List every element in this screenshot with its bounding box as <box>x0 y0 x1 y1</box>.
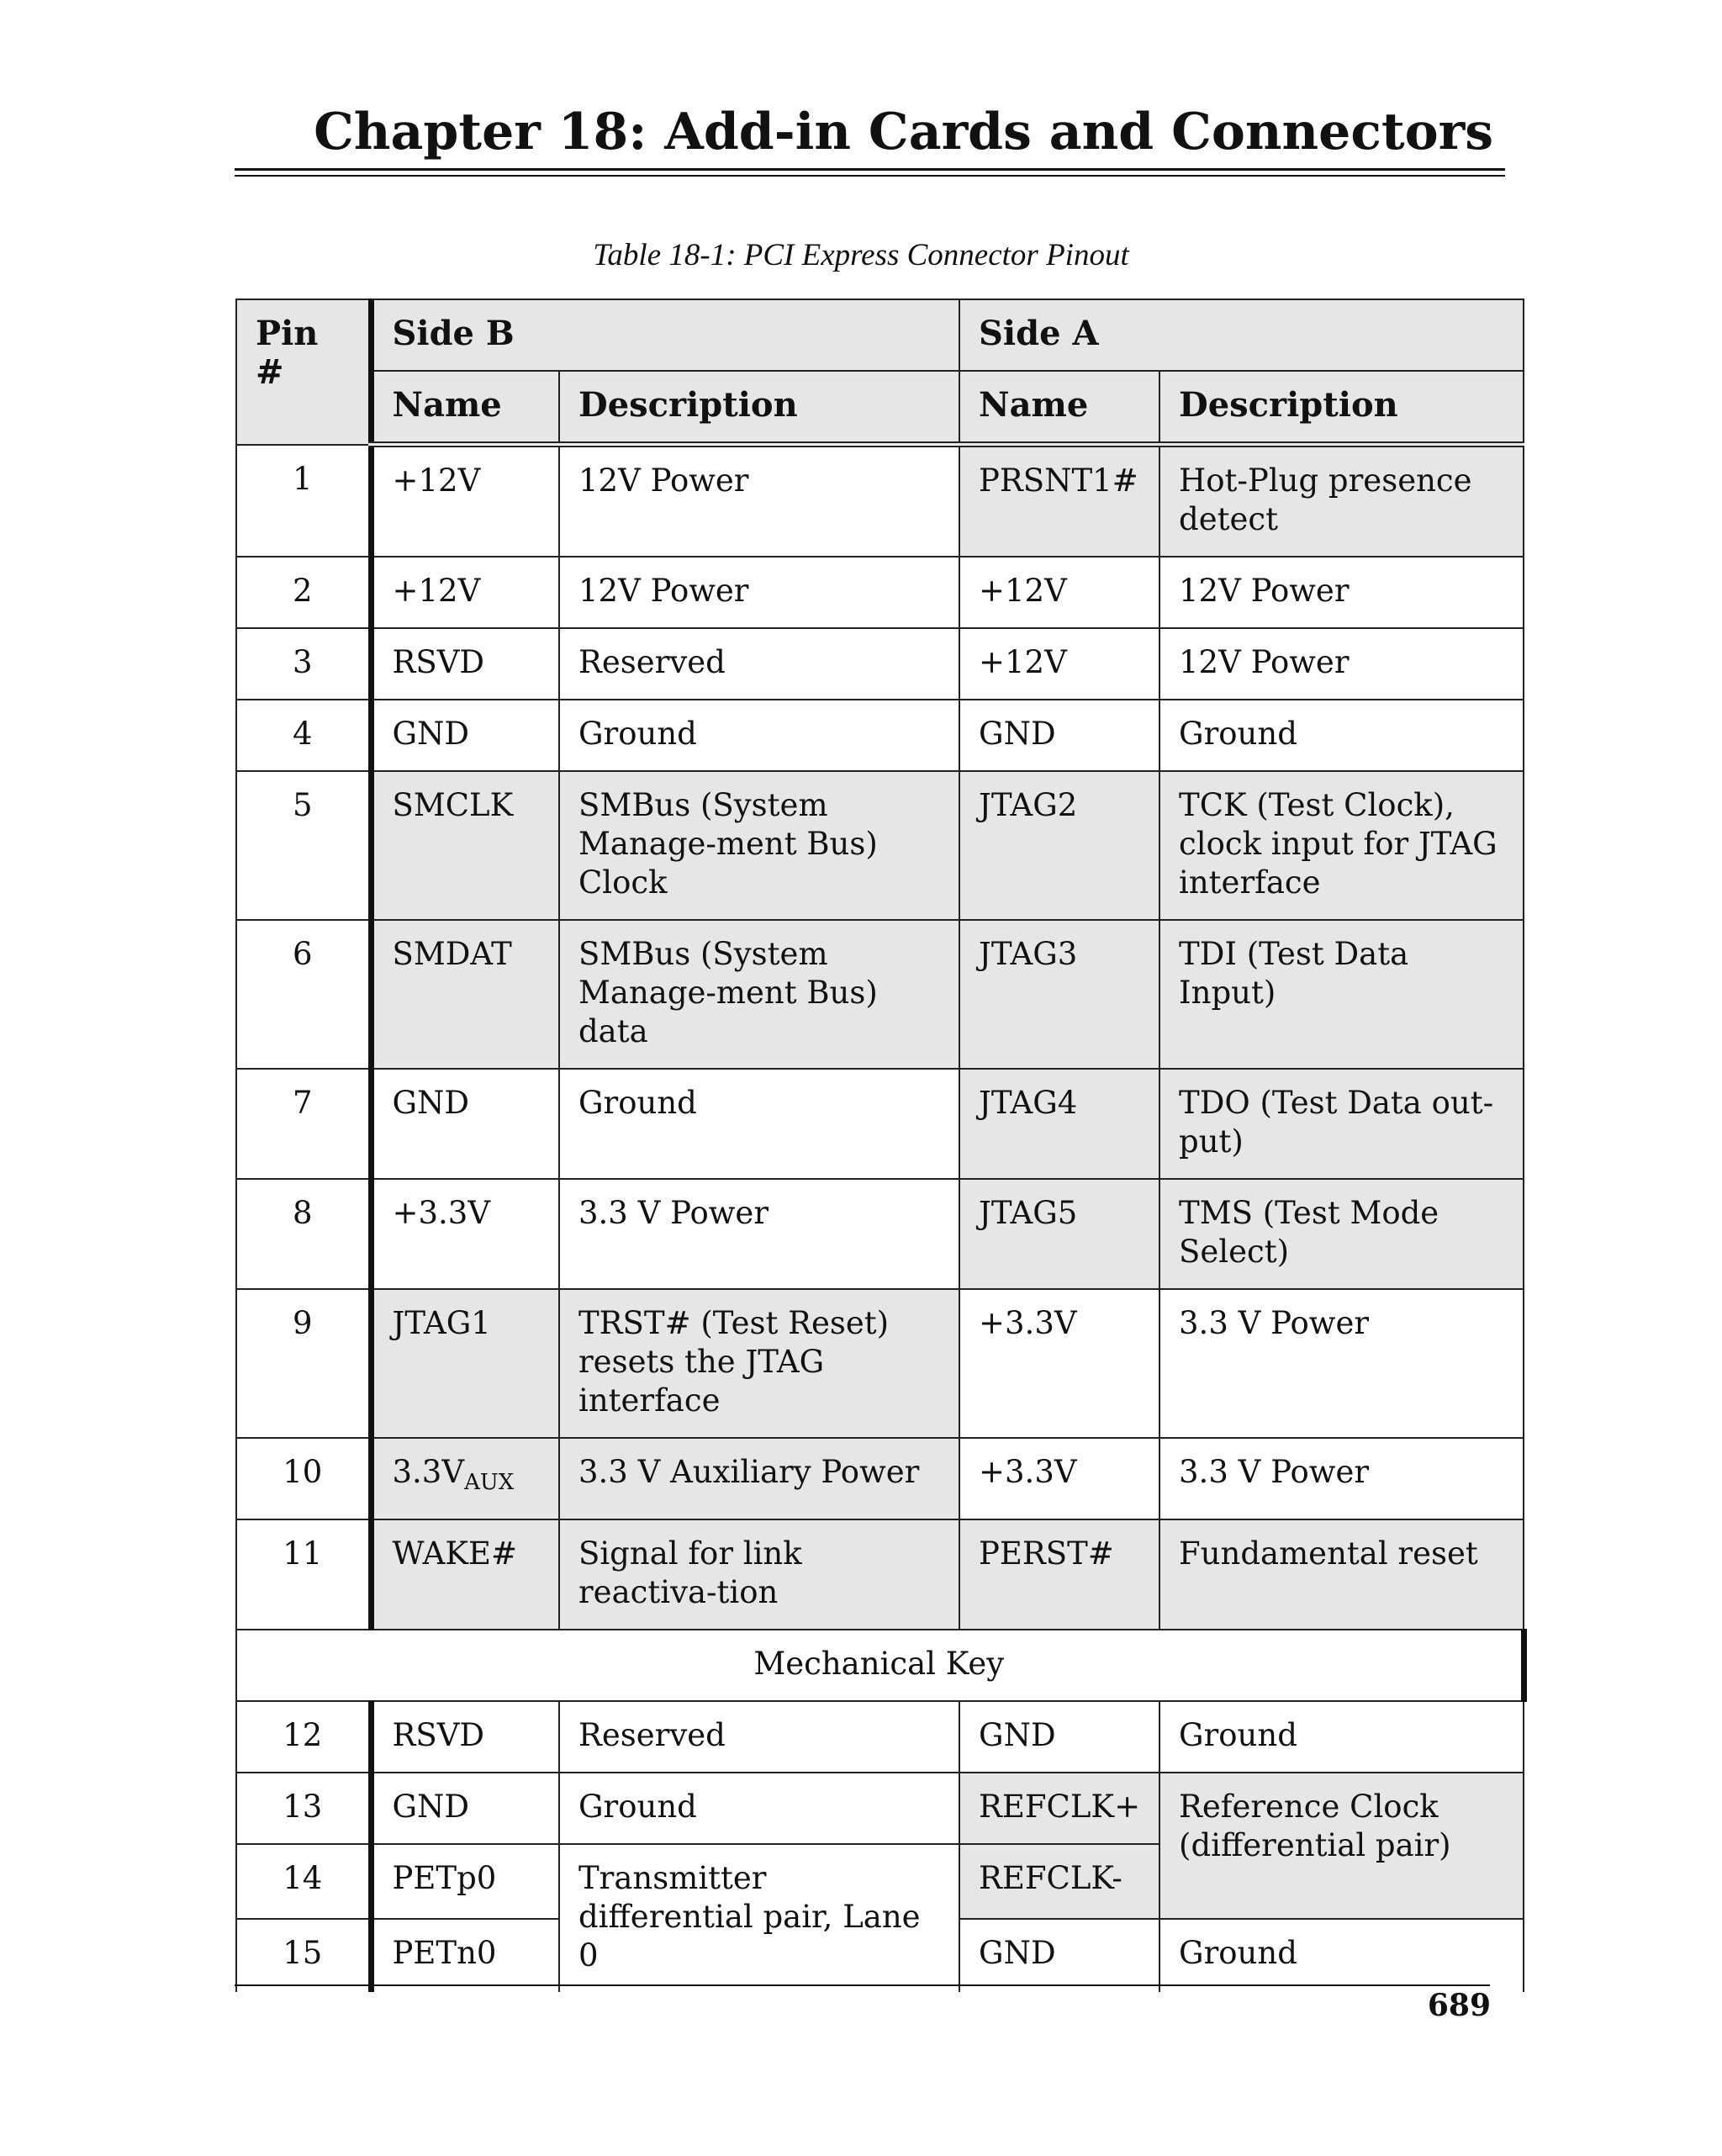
side-a-name-header: Name <box>959 371 1159 445</box>
side-b-name: PETn0 <box>371 1919 559 1992</box>
side-a-name: +3.3V <box>959 1289 1159 1438</box>
side-b-name: +12V <box>371 557 559 628</box>
side-b-name: GND <box>371 1069 559 1179</box>
side-a-name: JTAG2 <box>959 771 1159 920</box>
side-b-name: PETp0 <box>371 1844 559 1919</box>
side-a-name: GND <box>959 1919 1159 1992</box>
table-row <box>236 1179 1524 1289</box>
side-a-name: GND <box>959 1701 1159 1773</box>
side-a-description: 12V Power <box>1159 557 1524 628</box>
side-b-description: SMBus (System Manage-ment Bus) data <box>559 920 959 1069</box>
side-b-name: RSVD <box>371 1701 559 1773</box>
side-a-description: TCK (Test Clock), clock input for JTAG interface <box>1159 771 1524 920</box>
side-b-description: Ground <box>559 1773 959 1844</box>
side-a-description: 3.3 V Power <box>1159 1438 1524 1519</box>
side-a-description: Hot-Plug presence detect <box>1159 445 1524 557</box>
table-row <box>236 1289 1524 1438</box>
mechanical-key-row <box>236 1630 1524 1701</box>
side-a-name: REFCLK- <box>959 1844 1159 1919</box>
table-row <box>236 700 1524 771</box>
table-row <box>236 1701 1524 1773</box>
side-b-name: GND <box>371 700 559 771</box>
table-row <box>236 1069 1524 1179</box>
pin-number: 6 <box>236 920 371 1069</box>
side-b-name <box>371 1438 559 1519</box>
pin-number: 13 <box>236 1773 371 1844</box>
side-a-description: Ground <box>1159 700 1524 771</box>
table-row <box>236 1519 1524 1630</box>
table-row <box>236 445 1524 557</box>
side-b-description-header: Description <box>559 371 959 445</box>
pin-number: 15 <box>236 1919 371 1992</box>
page-number: 689 <box>1427 1988 1491 2023</box>
side-b-description: SMBus (System Manage-ment Bus) Clock <box>559 771 959 920</box>
table-row <box>236 1773 1524 1844</box>
chapter-title: Chapter 18: Add-in Cards and Connectors <box>314 103 1493 161</box>
side-b-name: RSVD <box>371 628 559 700</box>
side-a-name: +12V <box>959 628 1159 700</box>
side-a-description-header: Description <box>1159 371 1524 445</box>
pin-number: 4 <box>236 700 371 771</box>
pin-column-header: Pin # <box>236 299 371 445</box>
side-b-description: Ground <box>559 700 959 771</box>
side-b-name: SMCLK <box>371 771 559 920</box>
table-row <box>236 920 1524 1069</box>
pinout-table <box>235 299 1527 1992</box>
side-a-name: JTAG5 <box>959 1179 1159 1289</box>
side-b-header: Side B <box>371 299 959 371</box>
side-b-description: TRST# (Test Reset) resets the JTAG interface <box>559 1289 959 1438</box>
side-a-description: Ground <box>1159 1919 1524 1992</box>
header-row-columns <box>236 371 1524 445</box>
pin-number: 3 <box>236 628 371 700</box>
side-b-name: +12V <box>371 445 559 557</box>
side-b-name: JTAG1 <box>371 1289 559 1438</box>
pin-number: 9 <box>236 1289 371 1438</box>
side-b-description: Signal for link reactiva-tion <box>559 1519 959 1630</box>
side-a-description: TDO (Test Data out-put) <box>1159 1069 1524 1179</box>
side-a-header: Side A <box>959 299 1524 371</box>
side-a-description: 12V Power <box>1159 628 1524 700</box>
side-a-description: TDI (Test Data Input) <box>1159 920 1524 1069</box>
side-a-description: 3.3 V Power <box>1159 1289 1524 1438</box>
side-b-name: SMDAT <box>371 920 559 1069</box>
side-a-name: PERST# <box>959 1519 1159 1630</box>
pin-number: 12 <box>236 1701 371 1773</box>
side-b-name-main: 3.3V <box>392 1454 465 1490</box>
pin-number: 1 <box>236 445 371 557</box>
pin-number: 8 <box>236 1179 371 1289</box>
pin-number: 5 <box>236 771 371 920</box>
side-b-description: Ground <box>559 1069 959 1179</box>
table-caption: Table 18-1: PCI Express Connector Pinout <box>593 238 1129 272</box>
side-b-description: Transmitter differential pair, Lane 0 <box>559 1844 959 1992</box>
side-b-name: GND <box>371 1773 559 1844</box>
header-rule-top <box>235 168 1505 171</box>
header-row-sides <box>236 299 1524 371</box>
pin-number: 10 <box>236 1438 371 1519</box>
side-a-name: REFCLK+ <box>959 1773 1159 1844</box>
side-a-description: Fundamental reset <box>1159 1519 1524 1630</box>
header-rule-bottom <box>235 175 1505 177</box>
pin-number: 7 <box>236 1069 371 1179</box>
side-a-name: JTAG4 <box>959 1069 1159 1179</box>
side-b-name: +3.3V <box>371 1179 559 1289</box>
table-row <box>236 771 1524 920</box>
side-b-name: WAKE# <box>371 1519 559 1630</box>
table-row <box>236 557 1524 628</box>
pin-number: 14 <box>236 1844 371 1919</box>
side-b-name-subscript: AUX <box>464 1470 515 1495</box>
side-a-name: +3.3V <box>959 1438 1159 1519</box>
side-a-name: GND <box>959 700 1159 771</box>
mechanical-key: Mechanical Key <box>236 1630 1524 1701</box>
table-row <box>236 628 1524 700</box>
side-b-description: 3.3 V Auxiliary Power <box>559 1438 959 1519</box>
side-a-name: JTAG3 <box>959 920 1159 1069</box>
table-row <box>236 1438 1524 1519</box>
side-a-name: +12V <box>959 557 1159 628</box>
side-b-description: 3.3 V Power <box>559 1179 959 1289</box>
side-b-description: 12V Power <box>559 557 959 628</box>
side-b-name-header: Name <box>371 371 559 445</box>
side-b-description: Reserved <box>559 628 959 700</box>
pin-number: 11 <box>236 1519 371 1630</box>
side-a-description: TMS (Test Mode Select) <box>1159 1179 1524 1289</box>
side-a-description: Ground <box>1159 1701 1524 1773</box>
pin-number: 2 <box>236 557 371 628</box>
side-b-description: 12V Power <box>559 445 959 557</box>
side-a-description: Reference Clock (differential pair) <box>1159 1773 1524 1919</box>
side-b-description: Reserved <box>559 1701 959 1773</box>
footer-rule <box>235 1984 1490 1986</box>
side-a-name: PRSNT1# <box>959 445 1159 557</box>
